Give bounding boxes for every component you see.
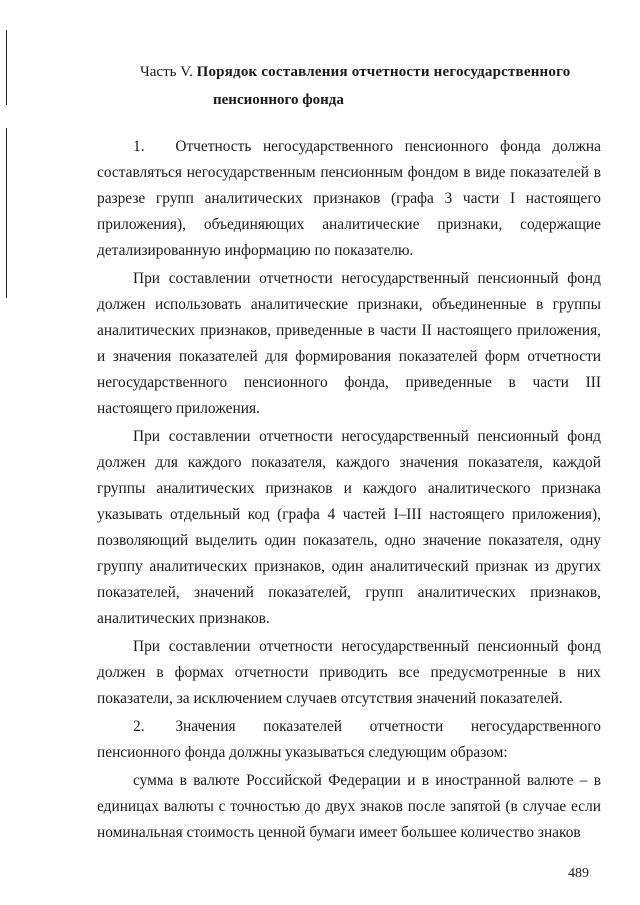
margin-scan-line	[6, 30, 7, 105]
paragraph: сумма в валюте Российской Федерации и в иностранной валюте – в единицах валюты с точностью до двух знаков после запятой (в случае если номинальная стоимость ценной бумаги имеет большее количество знаков	[97, 772, 601, 841]
paragraph: При составлении отчетности негосударственный пенсионный фонд должен для каждого показателя, каждого значения показателя, каждой группы аналитических признаков и каждого аналитического признака указывать отдельный код (графа 4 частей I–III настоящего приложения), позволяющий выделить один показатель, одно значение показателя, одну группу аналитических признаков, один аналитический признак из других показателей, значений показателей, групп аналитических признаков, аналитических признаков.	[97, 428, 601, 627]
paragraph: При составлении отчетности негосударственный пенсионный фонд должен использовать аналитические признаки, объединенные в группы аналитических признаков, приведенные в части II настоящего приложения, и значения показателей для формирования показателей форм отчетности негосударственного пенсионного фонда, приведенные в части III настоящего приложения.	[97, 270, 601, 417]
paragraph: 2. Значения показателей отчетности негосударственного пенсионного фонда должны указываться следующим образом:	[97, 718, 601, 761]
document-body	[97, 134, 601, 846]
heading-line-2: пенсионного фонда	[213, 92, 344, 108]
margin-scan-line	[6, 128, 7, 298]
heading-line-1	[140, 58, 570, 86]
paragraph: 1. Отчетность негосударственного пенсионного фонда должна составляться негосударственным пенсионным фондом в виде показателей в разрезе групп аналитических признаков (графа 3 части I настоящего приложения), объединяющих аналитические признаки, содержащие детализированную информацию по показателю.	[97, 138, 601, 259]
paragraph: При составлении отчетности негосударственный пенсионный фонд должен в формах отчетности приводить все предусмотренные в них показатели, за исключением случаев отсутствия значений показателей.	[97, 638, 601, 707]
part-label: Часть V.	[140, 64, 193, 80]
section-title: Порядок составления отчетности негосударственного	[196, 64, 571, 80]
page-number: 489	[568, 866, 589, 881]
